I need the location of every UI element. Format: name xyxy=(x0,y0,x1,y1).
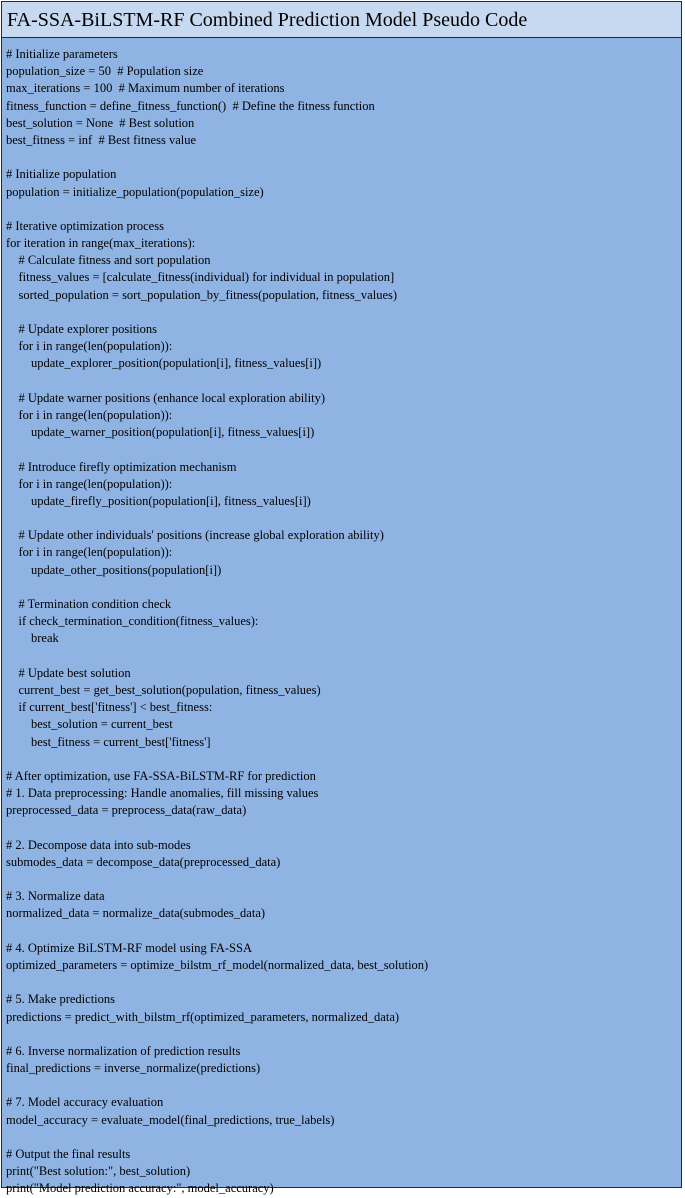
code-line xyxy=(6,819,677,836)
code-line: # Termination condition check xyxy=(6,597,172,611)
code-line: # Update other individuals' positions (increase global exploration ability) xyxy=(6,528,384,543)
code-line xyxy=(6,648,677,665)
code-line xyxy=(6,441,677,458)
code-line xyxy=(6,201,677,218)
code-line: update_firefly_position(population[i], fitness_values[i]) xyxy=(6,493,311,508)
code-line: # 6. Inverse normalization of prediction results xyxy=(6,1043,241,1058)
title-bar xyxy=(2,2,681,38)
code-line: # After optimization, use FA-SSA-BiLSTM-RF for prediction xyxy=(6,768,316,783)
code-line: best_solution = None # Best solution xyxy=(6,115,195,130)
code-line: # Iterative optimization process xyxy=(6,218,164,233)
pseudo-code-box xyxy=(1,1,682,1196)
code-line: break xyxy=(6,631,59,646)
code-line xyxy=(6,871,677,888)
code-line: # 5. Make predictions xyxy=(6,992,116,1007)
code-line: print("Model prediction accuracy:", model_accuracy) xyxy=(6,1181,274,1196)
code-line xyxy=(6,373,677,390)
code-line: update_warner_position(population[i], fitness_values[i]) xyxy=(6,425,315,440)
code-line: # Update explorer positions xyxy=(6,322,158,336)
code-line: sorted_population = sort_population_by_fitness(population, fitness_values) xyxy=(6,287,398,302)
code-line: model_accuracy = evaluate_model(final_predictions, true_labels) xyxy=(6,1112,335,1127)
code-line: # Introduce firefly optimization mechanism xyxy=(6,459,237,474)
code-block xyxy=(6,46,677,1198)
page-title: FA-SSA-BiLSTM-RF Combined Prediction Model Pseudo Code xyxy=(7,9,528,31)
code-line: normalized_data = normalize_data(submodes_data) xyxy=(6,906,266,921)
code-line: best_solution = current_best xyxy=(6,717,173,732)
code-line: # Calculate fitness and sort population xyxy=(6,253,211,268)
code-line: optimized_parameters = optimize_bilstm_rf_model(normalized_data, best_solution) xyxy=(6,957,429,972)
code-line: submodes_data = decompose_data(preprocessed_data) xyxy=(6,854,281,869)
code-line: update_other_positions(population[i]) xyxy=(6,562,222,577)
code-line: # Initialize parameters xyxy=(6,47,118,61)
code-line xyxy=(6,1077,677,1094)
code-line: for i in range(len(population)): xyxy=(6,339,173,354)
code-line: # 1. Data preprocessing: Handle anomalies, fill missing values xyxy=(6,786,319,801)
code-line: final_predictions = inverse_normalize(predictions) xyxy=(6,1061,261,1076)
code-line: population = initialize_population(population_size) xyxy=(6,184,264,199)
code-line: if current_best['fitness'] < best_fitness: xyxy=(6,700,213,715)
code-line: update_explorer_position(population[i], fitness_values[i]) xyxy=(6,356,322,371)
code-line: best_fitness = current_best['fitness'] xyxy=(6,734,211,749)
code-line: # 7. Model accuracy evaluation xyxy=(6,1095,164,1110)
code-line: population_size = 50 # Population size xyxy=(6,64,204,79)
code-line: fitness_values = [calculate_fitness(individual) for individual in population] xyxy=(6,270,395,285)
code-line xyxy=(6,304,677,321)
code-line: for i in range(len(population)): xyxy=(6,545,173,560)
code-line: # Update best solution xyxy=(6,665,131,680)
code-line: # 3. Normalize data xyxy=(6,889,105,904)
code-line xyxy=(6,974,677,991)
code-line: # Output the final results xyxy=(6,1147,131,1161)
code-line: for i in range(len(population)): xyxy=(6,476,173,491)
code-line: for iteration in range(max_iterations): xyxy=(6,236,196,251)
code-line: best_fitness = inf # Best fitness value xyxy=(6,132,197,147)
code-line: for i in range(len(population)): xyxy=(6,407,173,422)
code-line xyxy=(6,149,677,166)
code-line: max_iterations = 100 # Maximum number of iterations xyxy=(6,81,285,96)
code-line: if check_termination_condition(fitness_values): xyxy=(6,614,259,629)
code-line: # 4. Optimize BiLSTM-RF model using FA-SSA xyxy=(6,940,252,955)
code-line xyxy=(6,1129,677,1146)
code-line: # Update warner positions (enhance local exploration ability) xyxy=(6,390,325,405)
code-line: preprocessed_data = preprocess_data(raw_data) xyxy=(6,803,247,818)
code-line: current_best = get_best_solution(population, fitness_values) xyxy=(6,682,321,697)
code-line xyxy=(6,579,677,596)
code-line xyxy=(6,510,677,527)
code-line xyxy=(6,923,677,940)
code-line: # 2. Decompose data into sub-modes xyxy=(6,837,191,852)
code-line: fitness_function = define_fitness_function() # Define the fitness function xyxy=(6,98,375,113)
code-line xyxy=(6,1026,677,1043)
code-line xyxy=(6,751,677,768)
code-line: predictions = predict_with_bilstm_rf(optimized_parameters, normalized_data) xyxy=(6,1009,400,1024)
code-line: print("Best solution:", best_solution) xyxy=(6,1164,191,1179)
code-line: # Initialize population xyxy=(6,167,117,182)
